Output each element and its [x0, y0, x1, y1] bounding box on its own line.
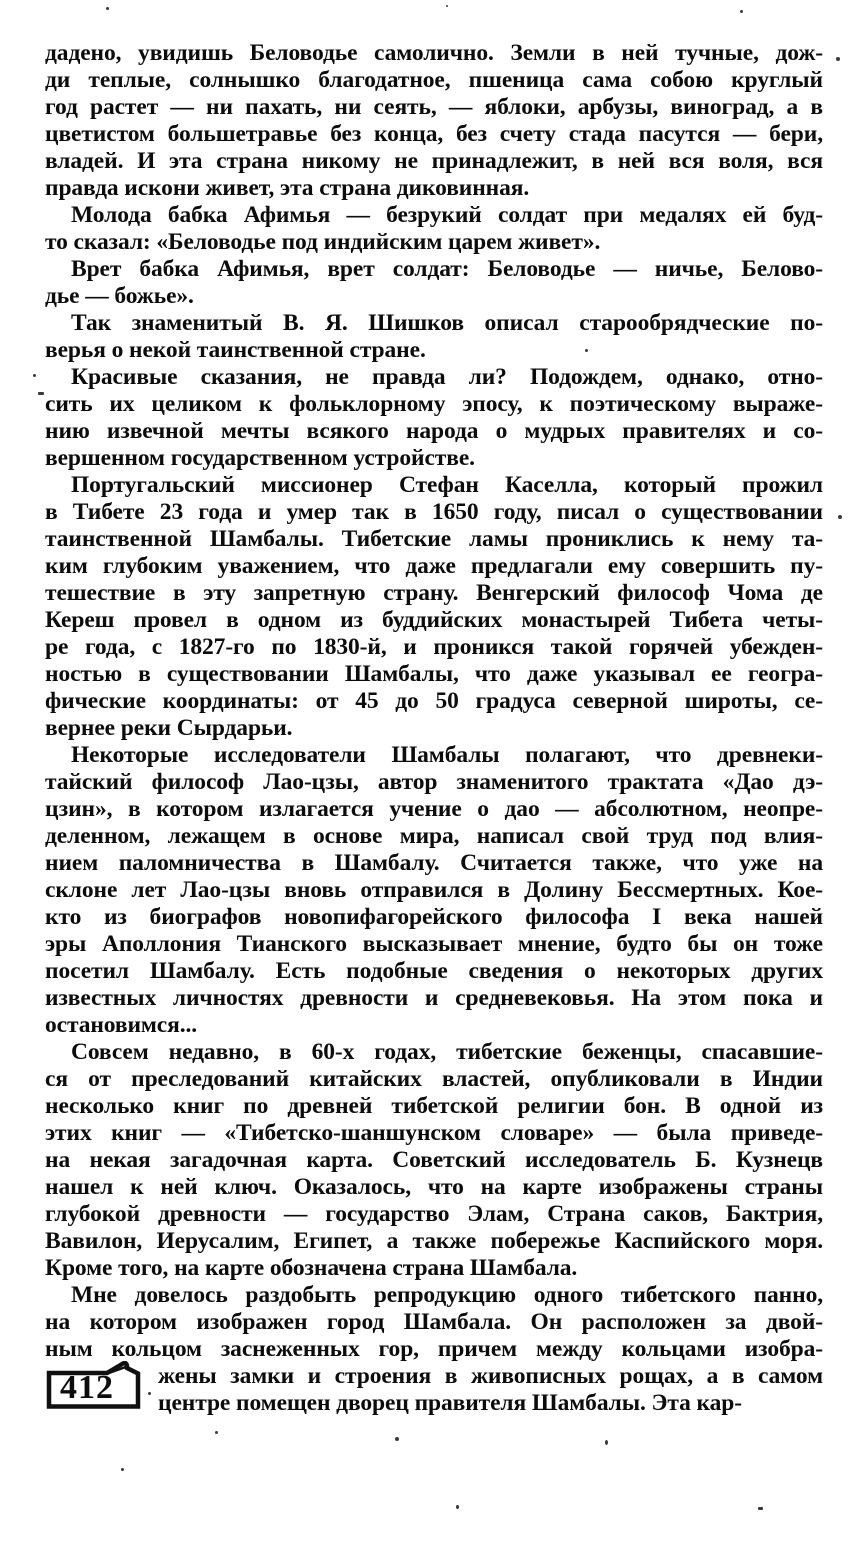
text-line: вернее реки Сырдарьи. — [45, 715, 293, 741]
text-line: тешествие в эту запретную страну. Венгерский философ Чома де — [45, 580, 823, 606]
text-line: Кереш провел в одном из буддийских монастырей Тибета четы- — [45, 607, 823, 633]
text-line: верья о некой таинственной стране. — [45, 337, 426, 363]
text-line: нием паломничества в Шамбалу. Считается также, что уже на — [45, 850, 823, 876]
scan-speckle — [106, 7, 109, 10]
scan-speckle — [33, 374, 36, 377]
page-number-box — [46, 1361, 141, 1410]
text-line: на котором изображен город Шамбала. Он расположен за двой- — [45, 1309, 823, 1335]
text-line: ре года, с 1827-го по 1830-й, и проникся такой горячей убежден- — [45, 634, 823, 660]
page-text-block — [45, 40, 823, 1417]
text-line: ным кольцом заснеженных гор, причем между кольцами изобра- — [45, 1336, 823, 1362]
text-line: нашел к ней ключ. Оказалось, что на карте изображены страны — [45, 1174, 823, 1200]
scan-speckle — [758, 1507, 763, 1510]
text-line: эры Аполлония Тианского высказывает мнение, будто бы он тоже — [45, 931, 823, 957]
text-line: правда искони живет, эта страна диковинная. — [45, 175, 530, 201]
text-line: деленном, лежащем в основе мира, написал свой труд под влия- — [45, 823, 823, 849]
paragraph — [45, 310, 823, 364]
text-line: известных личностях древности и средневековья. На этом пока и — [45, 985, 823, 1011]
text-line: цветистом большетравье без конца, без счету стада пасутся — бери, — [45, 121, 823, 147]
text-line: в Тибете 23 года и умер так в 1650 году, писал о существовании — [45, 499, 823, 525]
text-line: ся от преследований китайских властей, опубликовали в Индии — [45, 1066, 823, 1092]
text-line: ким глубоким уважением, что даже предлагали ему совершить пу- — [45, 553, 823, 579]
text-line: Вавилон, Иерусалим, Египет, а также побережье Каспийского моря. — [45, 1228, 823, 1254]
text-line: вершенном государственном устройстве. — [45, 445, 475, 471]
text-line: глубокой древности — государство Элам, Страна саков, Бактрия, — [45, 1201, 823, 1227]
text-line: цзин», в котором излагается учение о дао — абсолютном, неопре- — [45, 796, 823, 822]
scan-speckle — [38, 392, 44, 395]
paragraph — [45, 742, 823, 1039]
scan-speckle — [395, 1437, 399, 1441]
scan-speckle — [148, 1392, 151, 1395]
scan-speckle — [121, 1468, 124, 1471]
paragraph — [45, 1039, 823, 1282]
text-line: тайский философ Лао-цзы, автор знаменитого трактата «Дао дэ- — [45, 769, 823, 795]
text-line: Португальский миссионер Стефан Каселла, который прожил — [71, 472, 823, 498]
text-line: таинственной Шамбалы. Тибетские ламы прониклись к нему та- — [45, 526, 823, 552]
text-line: центре помещен дворец правителя Шамбалы. Эта кар- — [158, 1390, 742, 1416]
text-line: владей. И эта страна никому не принадлежит, в ней вся воля, вся — [45, 148, 823, 174]
scan-speckle — [838, 515, 842, 519]
paragraph — [45, 472, 823, 742]
paragraph — [45, 1282, 823, 1417]
paragraph — [45, 40, 823, 202]
text-line: этих книг — «Тибетско-шаншунском словаре» — была приведе- — [45, 1120, 823, 1146]
scan-speckle — [585, 349, 588, 352]
scan-speckle — [446, 5, 448, 7]
text-line: Красивые сказания, не правда ли? Подождем, однако, отно- — [71, 364, 823, 390]
text-line: Так знаменитый В. Я. Шишков описал старообрядческие по- — [71, 310, 823, 336]
text-line: нию извечной мечты всякого народа о мудрых правителях и со- — [45, 418, 823, 444]
text-line: Молода бабка Афимья — безрукий солдат при медалях ей буд- — [71, 202, 823, 228]
text-line: Мне довелось раздобыть репродукцию одного тибетского панно, — [71, 1282, 823, 1308]
text-line: Совсем недавно, в 60-х годах, тибетские беженцы, спасавшие- — [71, 1039, 823, 1065]
paragraph — [45, 202, 823, 256]
text-line: Кроме того, на карте обозначена страна Шамбала. — [45, 1255, 578, 1281]
text-line: то сказал: «Беловодье под индийским царем живет». — [45, 229, 601, 255]
text-line: Врет бабка Афимья, врет солдат: Беловодье — ничье, Белово- — [71, 256, 823, 282]
text-line: ди теплые, солнышко благодатное, пшеница сама собою круглый — [45, 67, 823, 93]
scan-speckle — [740, 10, 743, 13]
text-line: фические координаты: от 45 до 50 градуса северной широты, се- — [45, 688, 823, 714]
text-line: Некоторые исследователи Шамбалы полагают, что древнеки- — [71, 742, 823, 768]
paragraph — [45, 364, 823, 472]
text-line: остановимся... — [45, 1012, 198, 1038]
scan-speckle — [605, 1440, 608, 1445]
text-line: на некая загадочная карта. Советский исследователь Б. Кузнецв — [45, 1147, 823, 1173]
text-line: ностью в существовании Шамбалы, что даже указывал ее геогра- — [45, 661, 823, 687]
text-line: дье — божье». — [45, 283, 194, 309]
paragraph — [45, 256, 823, 310]
text-line: кто из биографов новопифагорейского философа I века нашей — [45, 904, 823, 930]
text-line: год растет — ни пахать, ни сеять, — яблоки, арбузы, виноград, а в — [45, 94, 823, 120]
text-line: склоне лет Лао-цзы вновь отправился в Долину Бессмертных. Кое- — [45, 877, 823, 903]
page-number: 412 — [60, 1369, 114, 1406]
scan-speckle — [215, 1431, 218, 1434]
scan-speckle — [456, 1505, 459, 1509]
text-line: посетил Шамбалу. Есть подобные сведения о некоторых других — [45, 958, 823, 984]
text-line: сить их целиком к фольклорному эпосу, к поэтическому выраже- — [45, 391, 823, 417]
text-line: жены замки и строения в живописных рощах, а в самом — [158, 1363, 823, 1389]
scan-speckle — [836, 57, 840, 61]
text-line: несколько книг по древней тибетской религии бон. В одной из — [45, 1093, 823, 1119]
text-line: дадено, увидишь Беловодье самолично. Земли в ней тучные, дож- — [45, 40, 823, 66]
